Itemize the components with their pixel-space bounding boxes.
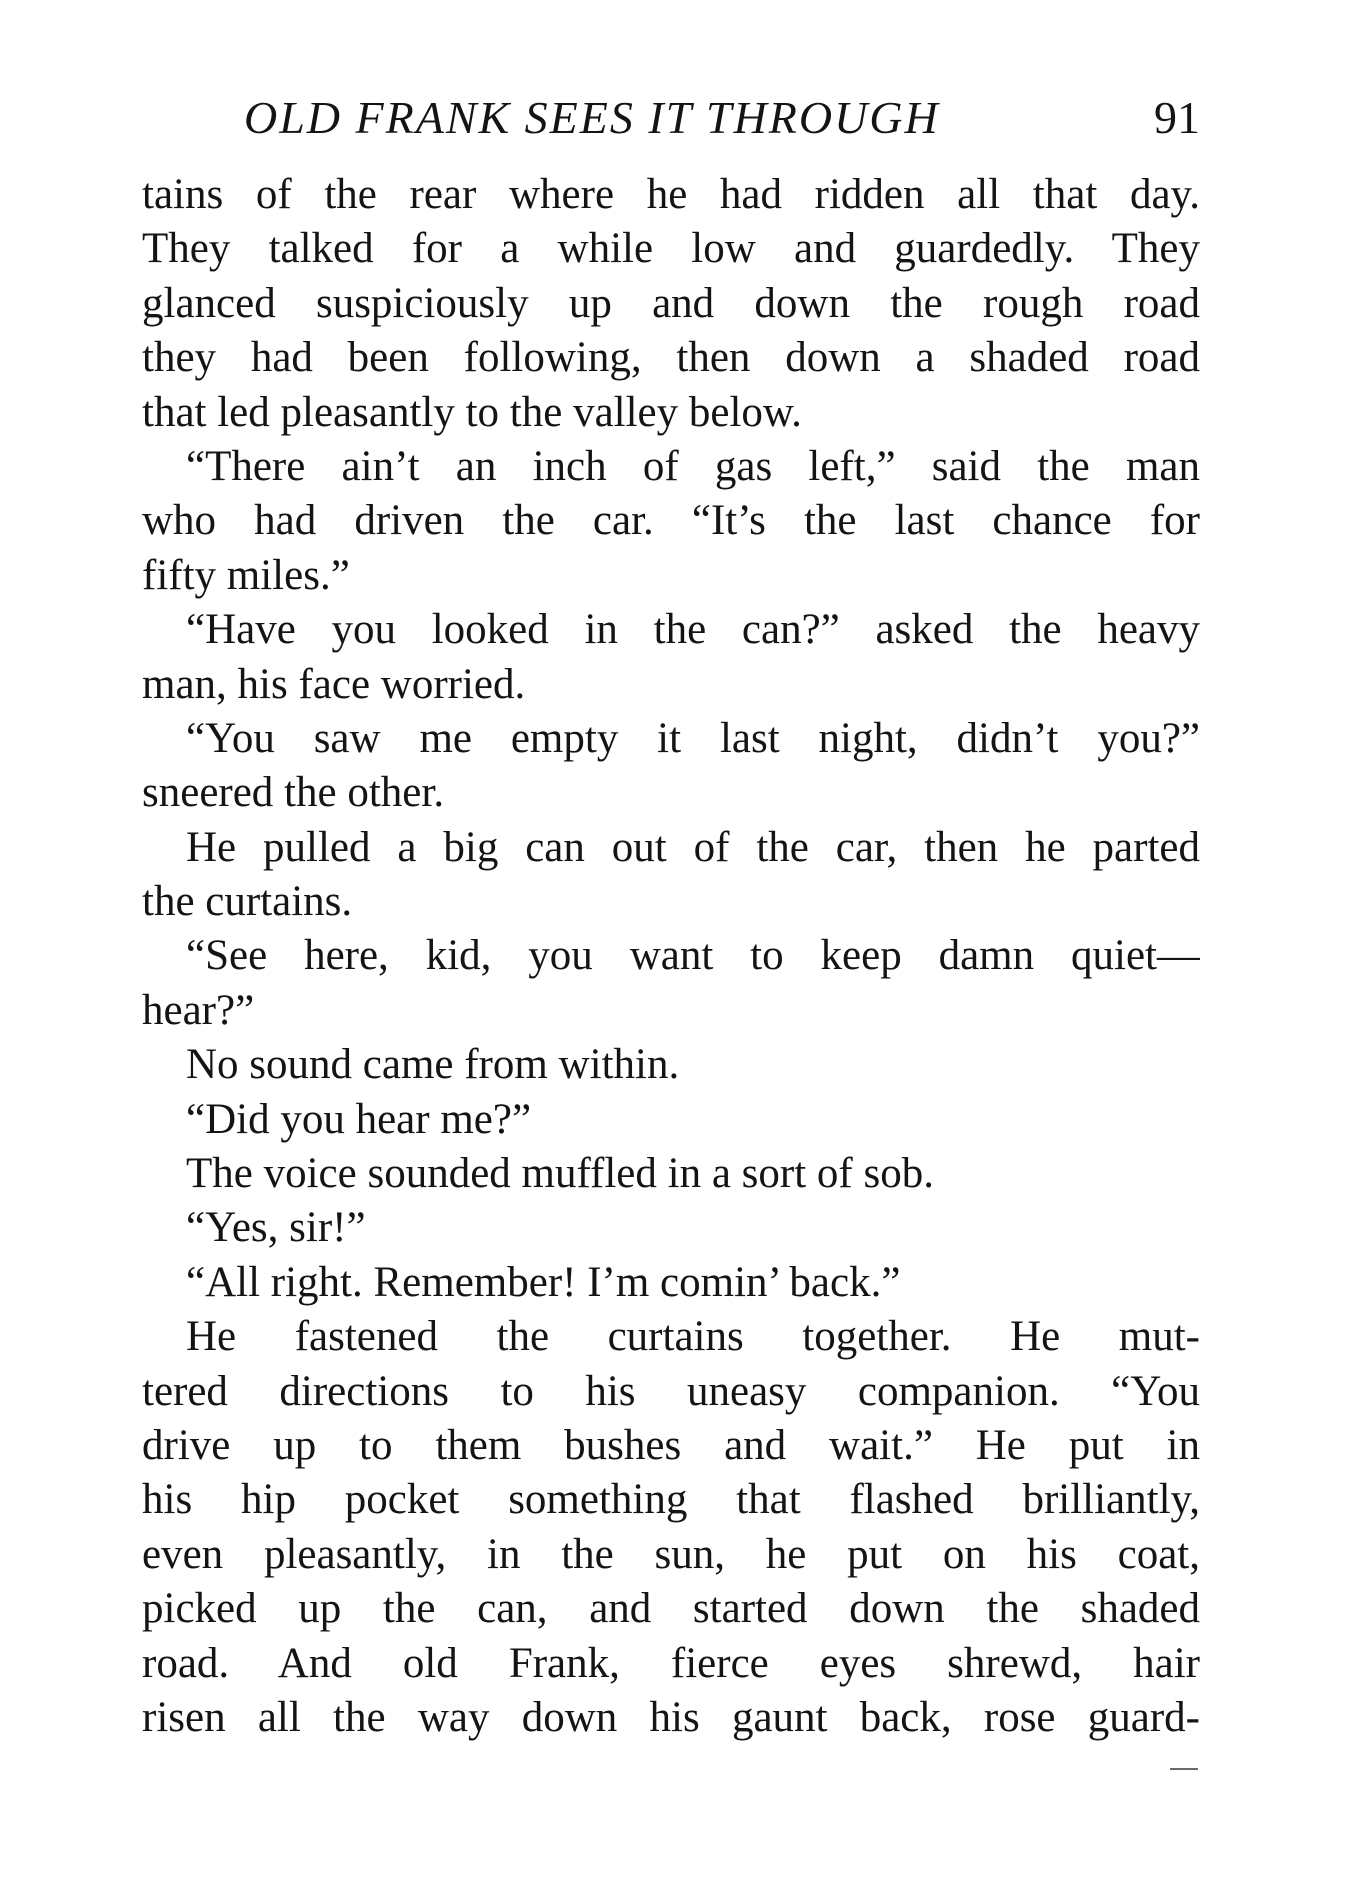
text-line: He fastened the curtains together. He mut- [186,1313,1200,1361]
text-line: “Did you hear me?” [186,1095,532,1143]
text-line: He pulled a big can out of the car, then he parted [186,823,1200,871]
text-line: They talked for a while low and guardedly. They [142,225,1200,273]
running-title: OLD FRANK SEES IT THROUGH [244,92,940,143]
text-line: “You saw me empty it last night, didn’t you?” [186,714,1200,762]
text-line: the curtains. [142,878,353,926]
catchword-rule [1170,1768,1198,1770]
text-line: tains of the rear where he had ridden all that day. [142,171,1200,218]
text-line: picked up the can, and started down the shaded [142,1585,1200,1633]
text-line: who had driven the car. “It’s the last chance for [142,497,1200,545]
text-line: fifty miles.” [142,551,350,599]
text-line: “See here, kid, you want to keep damn quiet— [186,932,1200,980]
text-line: glanced suspiciously up and down the rough road [142,279,1200,327]
text-line: No sound came from within. [186,1041,680,1089]
text-line: even pleasantly, in the sun, he put on his coat, [142,1530,1200,1578]
text-line: man, his face worried. [142,660,526,708]
text-line: risen all the way down his gaunt back, rose guard- [142,1693,1200,1741]
text-line: The voice sounded muffled in a sort of sob. [186,1150,934,1198]
text-line: his hip pocket something that flashed brilliantly, [142,1476,1200,1524]
text-line: tered directions to his uneasy companion. “You [142,1367,1200,1415]
text-line: sneered the other. [142,769,445,817]
text-line: they had been following, then down a shaded road [142,334,1200,382]
text-line: that led pleasantly to the valley below. [142,388,802,436]
page-number: 91 [1154,92,1200,143]
text-line: “All right. Remember! I’m comin’ back.” [186,1258,901,1306]
text-line: “Yes, sir!” [186,1204,366,1252]
body-text [142,168,1200,1745]
running-head [142,88,1200,148]
text-line: hear?” [142,986,255,1034]
text-line: “There ain’t an inch of gas left,” said the man [186,442,1200,490]
text-line: road. And old Frank, fierce eyes shrewd, hair [142,1639,1200,1687]
text-line: “Have you looked in the can?” asked the heavy [186,606,1200,654]
text-line: drive up to them bushes and wait.” He put in [142,1421,1200,1469]
